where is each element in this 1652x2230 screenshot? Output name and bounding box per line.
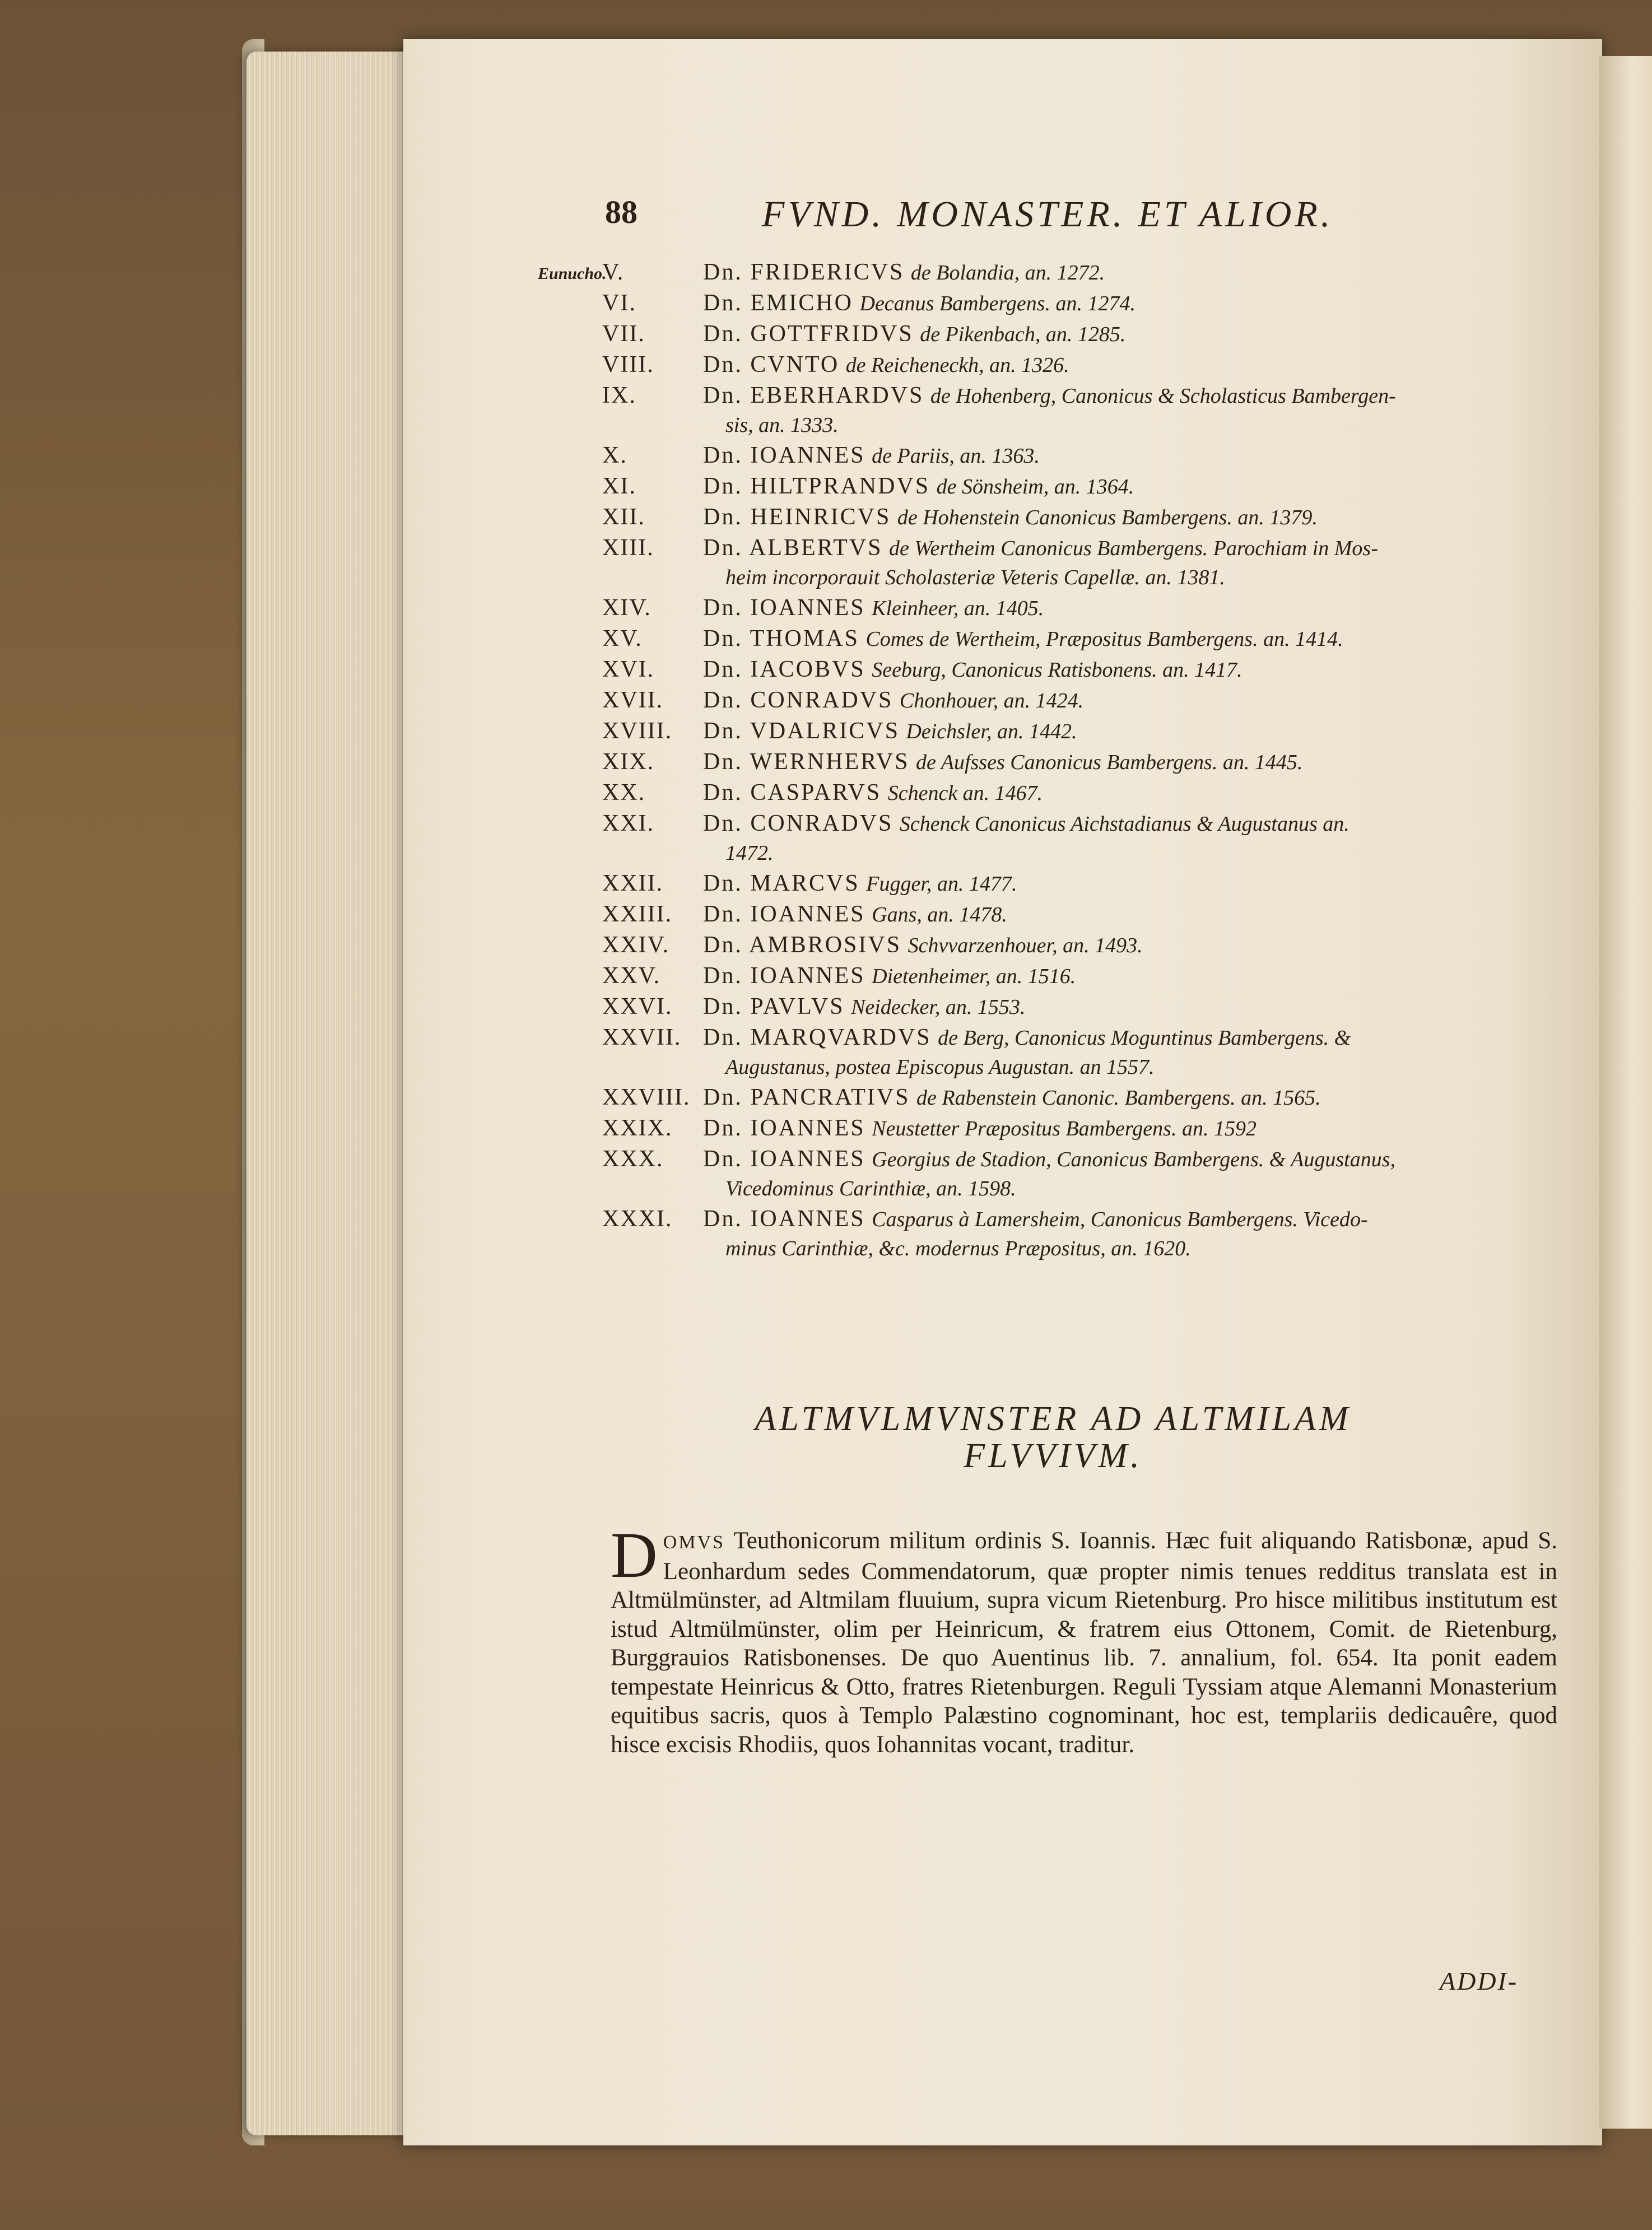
entry-text: [703, 687, 1083, 714]
list-entry: [602, 1236, 1566, 1265]
entry-text: [725, 1236, 1191, 1261]
entry-detail: Decanus Bambergens. an. 1274.: [859, 292, 1136, 315]
entry-name: Dn. HILTPRANDVS: [703, 473, 930, 499]
entry-numeral: XXVII.: [602, 1025, 682, 1050]
entry-text: [703, 870, 1017, 897]
entry-text: [725, 1055, 1155, 1079]
list-entry: [602, 290, 1566, 320]
list-entry: [602, 1084, 1566, 1115]
drop-capital: D: [611, 1520, 658, 1591]
entry-detail: Seeburg, Canonicus Ratisbonens. an. 1417.: [872, 658, 1243, 682]
list-entry: [602, 320, 1566, 351]
entry-name: Dn. IOANNES: [703, 1206, 865, 1232]
entry-text: [703, 351, 1069, 378]
list-entry: [602, 870, 1566, 901]
entry-text: [703, 504, 1318, 530]
list-entry: [602, 748, 1566, 779]
entry-name: Dn. CASPARVS: [703, 780, 882, 806]
entry-detail: de Hohenstein Canonicus Bambergens. an. 1379.: [897, 506, 1318, 529]
list-entry: [602, 534, 1566, 565]
margin-note: Eunucho.: [538, 264, 607, 283]
entry-name: Dn. PAVLVS: [703, 994, 845, 1019]
entry-name: Dn. THOMAS: [703, 626, 859, 651]
list-entry: [602, 656, 1566, 687]
entry-numeral: XIII.: [602, 535, 654, 561]
entry-detail: Neustetter Præpositus Bambergens. an. 1592: [872, 1117, 1257, 1140]
entry-name: Dn. PANCRATIVS: [703, 1084, 910, 1110]
entry-text: [703, 1115, 1257, 1142]
entry-name: Dn. IOANNES: [703, 595, 865, 621]
entry-detail: Schvvarzenhouer, an. 1493.: [908, 934, 1143, 957]
list-entry: [602, 565, 1566, 594]
list-entry: [602, 779, 1566, 810]
entry-name: Dn. EMICHO: [703, 290, 853, 316]
list-entry: [602, 718, 1566, 748]
entry-text: [703, 962, 1076, 989]
entry-text: [703, 748, 1302, 775]
entry-name: Dn. HEINRICVS: [703, 504, 891, 530]
list-entry: [602, 1024, 1566, 1055]
entry-text: [703, 625, 1343, 652]
entry-numeral: XXX.: [602, 1146, 664, 1172]
list-entry: [602, 932, 1566, 962]
entry-detail: de Aufsses Canonicus Bambergens. an. 1445.: [916, 751, 1303, 774]
entry-detail: de Bolandia, an. 1272.: [910, 261, 1105, 285]
entry-detail: Schenck Canonicus Aichstadianus & Augustanus an.: [899, 812, 1349, 836]
list-entry: [602, 962, 1566, 993]
entry-numeral: VIII.: [602, 352, 654, 378]
entry-detail: Fugger, an. 1477.: [866, 872, 1017, 896]
list-entry: [602, 687, 1566, 718]
small-caps-lead: OMVS: [663, 1532, 725, 1553]
entry-detail: Schenck an. 1467.: [887, 781, 1043, 805]
entry-text: [703, 656, 1243, 683]
entry-name: Dn. ALBERTVS: [703, 535, 883, 561]
entry-name: Dn. WERNHERVS: [703, 749, 910, 775]
entry-detail: Gans, an. 1478.: [872, 903, 1007, 927]
list-entry: [602, 841, 1566, 870]
list-entry: [602, 1055, 1566, 1084]
entry-detail: Chonhouer, an. 1424.: [899, 689, 1084, 713]
entry-text: [703, 1146, 1395, 1172]
entry-detail: sis, an. 1333.: [725, 413, 839, 437]
running-title: FVND. MONASTER. ET ALIOR.: [762, 194, 1334, 235]
entry-detail: de Reicheneckh, an. 1326.: [845, 353, 1069, 377]
entry-text: [703, 382, 1396, 409]
entry-numeral: XVI.: [602, 657, 655, 682]
section-heading: [616, 1400, 1490, 1474]
body-paragraph: [611, 1520, 1557, 1759]
entry-numeral: XXVI.: [602, 994, 673, 1019]
entry-detail: Neidecker, an. 1553.: [851, 995, 1026, 1019]
list-entry: [602, 1176, 1566, 1205]
entry-numeral: IX.: [602, 383, 636, 408]
list-entry: [602, 594, 1566, 625]
entry-name: Dn. CONRADVS: [703, 687, 894, 713]
list-entry: [602, 504, 1566, 534]
entry-name: Dn. AMBROSIVS: [703, 932, 902, 958]
entry-numeral: XXV.: [602, 963, 661, 989]
entry-numeral: XX.: [602, 780, 646, 806]
entry-numeral: XXIII.: [602, 901, 673, 927]
entry-numeral: XXXI.: [602, 1206, 673, 1232]
entry-detail: de Rabenstein Canonic. Bambergens. an. 1565.: [916, 1086, 1321, 1110]
entry-detail: de Pariis, an. 1363.: [872, 444, 1040, 468]
entry-name: Dn. IOANNES: [703, 1115, 865, 1141]
entry-text: [703, 932, 1143, 958]
entry-name: Dn. GOTTFRIDVS: [703, 321, 914, 347]
list-entry: [602, 625, 1566, 656]
paragraph-text: Teuthonicorum militum ordinis S. Ioannis. Hæc fuit aliquando Ratisbonæ, apud S. Leonhardum sedes Commendatorum, quæ propter nimis tenues redditus translata est in Altmülmünster, ad Altmilam fluuium, supra vicum Rietenburg. Pro hisce militibus institutum est istud Altmülmünster, olim per Heinricum, & fratrem eius Ottonem, Comit. de Rietenburg, Burggrauios Ratisbonenses. De quo Auentinus lib. 7. annalium, fol. 654. Ita ponit eadem tempestate Heinricus & Otto, fratres Rietenburgen. Reguli Tyssiam atque Alemanni Monasterium equitibus sacris, quos à Templo Palæstino cognominant, hoc est, templariis dedicauêre, quod hisce excisis Rhodiis, quos Iohannitas vocant, traditur.: [611, 1528, 1557, 1758]
entry-numeral: XVIII.: [602, 718, 673, 744]
list-entry: [602, 1205, 1566, 1236]
entry-numeral: VI.: [602, 290, 636, 316]
list-entry: [602, 901, 1566, 932]
entry-numeral: XXVIII.: [602, 1084, 691, 1110]
entry-detail: de Hohenberg, Canonicus & Scholasticus Bambergen-: [930, 384, 1396, 408]
section-heading-line-2: FLVVIVM.: [964, 1437, 1143, 1475]
entry-detail: Deichsler, an. 1442.: [906, 720, 1077, 743]
entry-detail: de Sönsheim, an. 1364.: [936, 475, 1134, 499]
entry-text: [703, 290, 1136, 316]
entry-name: Dn. VDALRICVS: [703, 718, 900, 744]
catchword: ADDI-: [1440, 1967, 1519, 1995]
facing-page-gutter: [1599, 56, 1652, 2129]
list-entry: [602, 993, 1566, 1024]
entry-text: [703, 594, 1044, 621]
entry-text: [703, 1084, 1321, 1111]
entry-numeral: XI.: [602, 473, 636, 499]
entry-detail: Comes de Wertheim, Præpositus Bambergens. an. 1414.: [865, 627, 1343, 651]
entry-detail: de Wertheim Canonicus Bambergens. Parochiam in Mos-: [889, 537, 1378, 560]
entry-numeral: XV.: [602, 626, 643, 651]
entry-detail: Casparus à Lamersheim, Canonicus Bambergens. Vicedo-: [872, 1208, 1368, 1231]
list-entry: [602, 1146, 1566, 1176]
entry-name: Dn. MARCVS: [703, 870, 860, 896]
entry-detail: Dietenheimer, an. 1516.: [872, 965, 1076, 988]
entry-text: [703, 779, 1043, 806]
entry-detail: de Berg, Canonicus Moguntinus Bambergens. &: [938, 1026, 1351, 1050]
entry-detail: Kleinheer, an. 1405.: [872, 597, 1044, 620]
list-entry: [602, 259, 1566, 290]
entry-detail: 1472.: [725, 841, 774, 865]
entry-text: [725, 1176, 1016, 1201]
page-number: 88: [605, 194, 637, 230]
list-entry: [602, 1115, 1566, 1146]
entry-text: [725, 413, 839, 437]
entry-name: Dn. IOANNES: [703, 963, 865, 989]
entry-numeral: XIV.: [602, 595, 652, 621]
entry-text: [703, 473, 1134, 500]
entry-text: [703, 901, 1007, 928]
entry-name: Dn. MARQVARDVS: [703, 1025, 932, 1050]
entry-numeral: XVII.: [602, 687, 664, 713]
page-stack-edge: [246, 52, 415, 2135]
entry-name: Dn. FRIDERICVS: [703, 259, 905, 285]
list-entry: [602, 351, 1566, 382]
entry-name: Dn. IACOBVS: [703, 657, 865, 682]
entry-name: Dn. IOANNES: [703, 901, 865, 927]
entry-text: [725, 565, 1225, 590]
entry-text: [703, 259, 1105, 286]
entry-name: Dn. CONRADVS: [703, 811, 894, 836]
provost-list: [602, 259, 1566, 1265]
section-heading-line-1: ALTMVLMVNSTER AD ALTMILAM: [755, 1400, 1352, 1438]
entry-numeral: X.: [602, 443, 627, 468]
list-entry: [602, 810, 1566, 841]
entry-text: [703, 718, 1077, 744]
list-entry: [602, 473, 1566, 504]
list-entry: [602, 413, 1566, 442]
entry-numeral: V.: [602, 259, 625, 285]
entry-detail: Augustanus, postea Episcopus Augustan. an 1557.: [725, 1055, 1155, 1079]
entry-text: [703, 993, 1025, 1020]
entry-text: [703, 810, 1349, 837]
list-entry: [602, 442, 1566, 473]
running-head: [605, 193, 1529, 244]
entry-detail: Vicedominus Carinthiæ, an. 1598.: [725, 1177, 1016, 1200]
entry-name: Dn. EBERHARDVS: [703, 383, 924, 408]
entry-text: [725, 841, 774, 865]
entry-numeral: XXI.: [602, 811, 655, 836]
entry-detail: minus Carinthiæ, &c. modernus Præpositus, an. 1620.: [725, 1237, 1191, 1260]
entry-detail: Georgius de Stadion, Canonicus Bambergens. & Augustanus,: [872, 1148, 1395, 1171]
entry-numeral: XXIX.: [602, 1115, 673, 1141]
entry-text: [703, 1205, 1368, 1232]
list-entry: [602, 382, 1566, 413]
entry-name: Dn. CVNTO: [703, 352, 840, 378]
entry-text: [703, 1024, 1351, 1051]
entry-numeral: XIX.: [602, 749, 655, 775]
entry-name: Dn. IOANNES: [703, 443, 865, 468]
entry-numeral: XII.: [602, 504, 645, 530]
entry-text: [703, 442, 1040, 469]
entry-numeral: XXII.: [602, 870, 664, 896]
entry-numeral: VII.: [602, 321, 645, 347]
entry-numeral: XXIV.: [602, 932, 670, 958]
entry-text: [703, 534, 1378, 561]
entry-detail: de Pikenbach, an. 1285.: [920, 323, 1126, 346]
entry-name: Dn. IOANNES: [703, 1146, 865, 1172]
entry-detail: heim incorporauit Scholasteriæ Veteris Capellæ. an. 1381.: [725, 566, 1225, 589]
entry-text: [703, 320, 1125, 347]
